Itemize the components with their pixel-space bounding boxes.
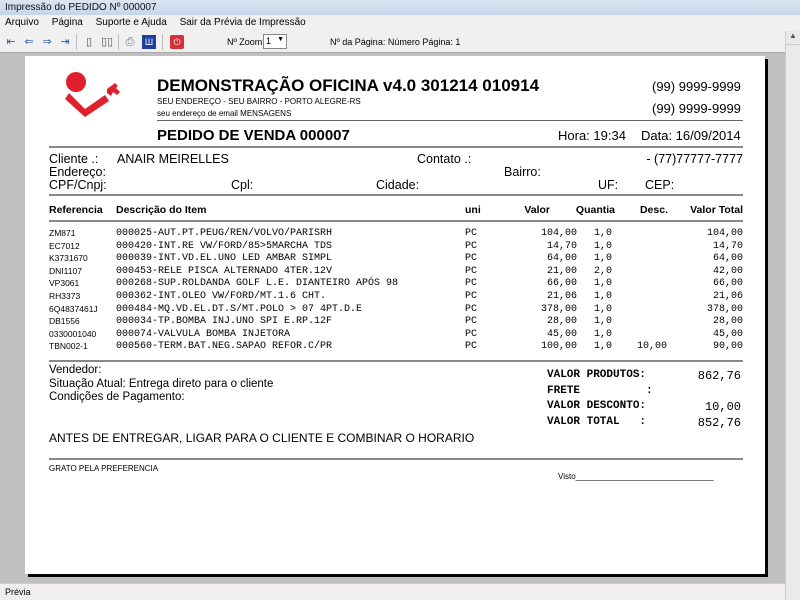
order-title: PEDIDO DE VENDA 000007 bbox=[157, 127, 350, 144]
cpf-label: CPF/Cnpj: bbox=[49, 178, 107, 192]
menu-pagina[interactable]: Página bbox=[51, 17, 83, 28]
cidade-label: Cidade: bbox=[376, 178, 420, 192]
item-valor: 64,00 bbox=[546, 253, 577, 265]
item-desc: 000025-AUT.PT.PEUG/REN/VOLVO/PARISRH bbox=[116, 228, 333, 239]
item-ref: 0330001040 bbox=[49, 328, 97, 339]
order-time: Hora: 19:34 bbox=[558, 128, 626, 143]
table-header bbox=[25, 204, 765, 216]
total-value: 10,00 bbox=[704, 400, 741, 415]
item-qtd: 1,0 bbox=[593, 316, 612, 328]
first-page-icon[interactable]: ⇤ bbox=[6, 36, 16, 48]
item-uni: PC bbox=[465, 228, 478, 239]
item-valor: 21,00 bbox=[546, 265, 577, 277]
company-address: SEU ENDEREÇO - SEU BAIRRO - PORTO ALEGRE-RS bbox=[157, 97, 361, 106]
visto-signature-line: Visto_______________________________ bbox=[558, 472, 714, 481]
item-total: 66,00 bbox=[712, 278, 743, 290]
item-uni: PC bbox=[465, 240, 478, 252]
cpl-label: Cpl: bbox=[231, 178, 254, 192]
item-total: 14,70 bbox=[712, 240, 743, 252]
item-valor: 100,00 bbox=[540, 341, 577, 353]
item-ref: EC7012 bbox=[49, 240, 80, 251]
item-qtd: 1,0 bbox=[593, 303, 612, 315]
zoom-value: 1 bbox=[266, 36, 272, 46]
close-preview-icon[interactable]: ⏻ bbox=[170, 35, 184, 49]
last-page-icon[interactable]: ⇥ bbox=[60, 36, 70, 48]
item-ref: 6Q4837461J bbox=[49, 303, 98, 314]
page-number-label: Nº da Página: Número Página: 1 bbox=[330, 37, 461, 47]
divider bbox=[49, 458, 743, 460]
company-email: seu endereço de email MENSAGENS bbox=[157, 109, 292, 118]
item-uni: PC bbox=[465, 341, 478, 353]
item-uni: PC bbox=[465, 328, 478, 340]
item-qtd: 1,0 bbox=[593, 278, 612, 290]
bairro-label: Bairro: bbox=[504, 165, 541, 179]
condicoes-label: Condições de Pagamento: bbox=[49, 391, 185, 403]
uf-label: UF: bbox=[598, 178, 619, 192]
total-label: VALOR DESCONTO: bbox=[547, 400, 647, 413]
table-row bbox=[25, 241, 765, 253]
zoom-select[interactable] bbox=[263, 34, 287, 49]
separator bbox=[162, 34, 163, 50]
export-icon[interactable]: Ш bbox=[142, 35, 156, 49]
item-qtd: 1,0 bbox=[593, 291, 612, 302]
two-pages-icon[interactable]: ▯▯ bbox=[100, 36, 114, 48]
contato-phone: - (77)77777-7777 bbox=[646, 152, 743, 166]
item-total: 28,00 bbox=[712, 316, 743, 328]
company-name: DEMONSTRAÇÃO OFICINA v4.0 301214 010914 bbox=[157, 76, 540, 95]
item-ref: DB1556 bbox=[49, 316, 80, 327]
menu-sair[interactable]: Sair da Prévia de Impressão bbox=[179, 17, 306, 28]
status-text: Prévia bbox=[5, 587, 31, 597]
item-uni: PC bbox=[465, 316, 478, 328]
separator bbox=[76, 34, 77, 50]
table-row bbox=[25, 228, 765, 240]
item-valor: 21,06 bbox=[546, 291, 577, 302]
scroll-up-icon[interactable]: ▲ bbox=[786, 31, 800, 45]
table-row bbox=[25, 278, 765, 290]
menu-suporte[interactable]: Suporte e Ajuda bbox=[95, 17, 167, 28]
item-ref: TBN002-1 bbox=[49, 341, 88, 352]
divider bbox=[49, 220, 743, 222]
cliente-value: ANAIR MEIRELLES bbox=[117, 152, 229, 166]
col-uni: uni bbox=[465, 204, 481, 216]
item-total: 21,06 bbox=[712, 291, 743, 302]
table-row bbox=[25, 341, 765, 353]
divider bbox=[157, 120, 743, 121]
col-referencia: Referencia bbox=[49, 204, 103, 216]
single-page-icon[interactable]: ▯ bbox=[85, 36, 93, 48]
item-desc: 000074-VALVULA BOMBA INJETORA bbox=[116, 328, 291, 340]
item-qtd: 1,0 bbox=[593, 228, 612, 239]
item-valor: 45,00 bbox=[546, 328, 577, 340]
item-uni: PC bbox=[465, 265, 478, 277]
item-desc: 000420-INT.RE VW/FORD/85>5MARCHA TDS bbox=[116, 240, 333, 252]
separator bbox=[118, 34, 119, 50]
item-desc: 000039-INT.VD.EL.UNO LED AMBAR SIMPL bbox=[116, 253, 333, 265]
item-total: 378,00 bbox=[706, 303, 743, 315]
item-total: 42,00 bbox=[712, 265, 743, 277]
item-qtd: 2,0 bbox=[593, 265, 612, 277]
situacao-text: Situação Atual: Entrega direto para o cliente bbox=[49, 378, 274, 390]
item-valor: 378,00 bbox=[540, 303, 577, 315]
item-total: 104,00 bbox=[706, 228, 743, 239]
item-valor: 28,00 bbox=[546, 316, 577, 328]
total-label: VALOR PRODUTOS: bbox=[547, 369, 647, 381]
item-valor: 14,70 bbox=[546, 240, 577, 252]
item-ref: DNI1107 bbox=[49, 265, 82, 276]
item-ref: K3731670 bbox=[49, 253, 88, 264]
cep-label: CEP: bbox=[645, 178, 675, 192]
table-row bbox=[25, 266, 765, 278]
table-row bbox=[25, 291, 765, 303]
print-icon[interactable]: ⎙ bbox=[125, 36, 135, 48]
item-total: 64,00 bbox=[712, 253, 743, 265]
item-desc: 000453-RELE PISCA ALTERNADO 4TER.12V bbox=[116, 265, 333, 277]
item-desc-value: 10,00 bbox=[636, 341, 667, 353]
window-title: Impressão do PEDIDO Nº 000007 bbox=[5, 2, 157, 13]
phone-1: (99) 9999-9999 bbox=[652, 79, 741, 94]
item-valor: 104,00 bbox=[540, 228, 577, 239]
item-total: 45,00 bbox=[712, 328, 743, 340]
item-desc: 000362-INT.OLEO VW/FORD/MT.1.6 CHT. bbox=[116, 291, 327, 302]
item-uni: PC bbox=[465, 278, 478, 290]
table-row bbox=[25, 253, 765, 265]
divider bbox=[49, 360, 743, 362]
footer-thanks: GRATO PELA PREFERENCIA bbox=[49, 464, 159, 473]
item-qtd: 1,0 bbox=[593, 240, 612, 252]
report-page bbox=[25, 56, 765, 574]
contato-label: Contato .: bbox=[417, 152, 472, 166]
item-ref: ZM871 bbox=[49, 228, 76, 238]
zoom-label: Nº Zoom bbox=[227, 37, 263, 47]
total-value: 852,76 bbox=[697, 416, 741, 431]
item-total: 90,00 bbox=[712, 341, 743, 353]
item-uni: PC bbox=[465, 253, 478, 265]
endereco-label: Endereço: bbox=[49, 165, 106, 179]
divider bbox=[49, 194, 743, 196]
item-desc: 000560-TERM.BAT.NEG.SAPAO REFOR.C/PR bbox=[116, 341, 333, 353]
item-uni: PC bbox=[465, 291, 478, 302]
divider bbox=[49, 146, 743, 148]
item-uni: PC bbox=[465, 303, 478, 315]
prev-page-icon[interactable]: ⇐ bbox=[24, 36, 34, 48]
col-desc: Desc. bbox=[639, 204, 668, 216]
item-qtd: 1,0 bbox=[593, 341, 612, 353]
table-row bbox=[25, 316, 765, 328]
table-row bbox=[25, 329, 765, 341]
item-ref: VP3061 bbox=[49, 278, 80, 289]
item-desc: 000484-MQ.VD.EL.DT.S/MT.POLO > 07 4PT.D.E bbox=[116, 303, 363, 315]
delivery-note: ANTES DE ENTREGAR, LIGAR PARA O CLIENTE E COMBINAR O HORARIO bbox=[49, 431, 475, 445]
chevron-down-icon: ▼ bbox=[277, 36, 284, 43]
cliente-label: Cliente .: bbox=[49, 152, 99, 166]
col-valor: Valor bbox=[524, 204, 550, 216]
col-descricao: Descrição do Item bbox=[116, 204, 207, 216]
status-bar bbox=[0, 583, 785, 600]
order-date: Data: 16/09/2014 bbox=[641, 128, 741, 143]
menu-bar bbox=[0, 15, 800, 31]
next-page-icon[interactable]: ⇒ bbox=[42, 36, 52, 48]
item-desc: 000268-SUP.ROLDANDA GOLF L.E. DIANTEIRO APÓS 98 bbox=[116, 278, 399, 290]
vendedor-label: Vendedor: bbox=[49, 364, 102, 376]
col-quantia: Quantia bbox=[575, 204, 615, 216]
toolbar bbox=[0, 31, 800, 53]
menu-arquivo[interactable]: Arquivo bbox=[5, 17, 39, 28]
total-label: VALOR TOTAL : bbox=[547, 416, 647, 429]
item-ref: RH3373 bbox=[49, 291, 81, 301]
logo-icon bbox=[63, 71, 125, 117]
total-value: 862,76 bbox=[697, 369, 741, 383]
title-bar bbox=[0, 0, 800, 15]
item-qtd: 1,0 bbox=[593, 253, 612, 265]
item-valor: 66,00 bbox=[546, 278, 577, 290]
vertical-scrollbar[interactable] bbox=[785, 31, 800, 600]
table-row bbox=[25, 304, 765, 316]
col-valor-total: Valor Total bbox=[690, 204, 743, 216]
item-desc: 000034-TP.BOMBA INJ.UNO SPI E.RP.12F bbox=[116, 316, 333, 328]
total-label: FRETE : bbox=[547, 384, 653, 397]
phone-2: (99) 9999-9999 bbox=[652, 101, 741, 116]
item-qtd: 1,0 bbox=[593, 328, 612, 340]
